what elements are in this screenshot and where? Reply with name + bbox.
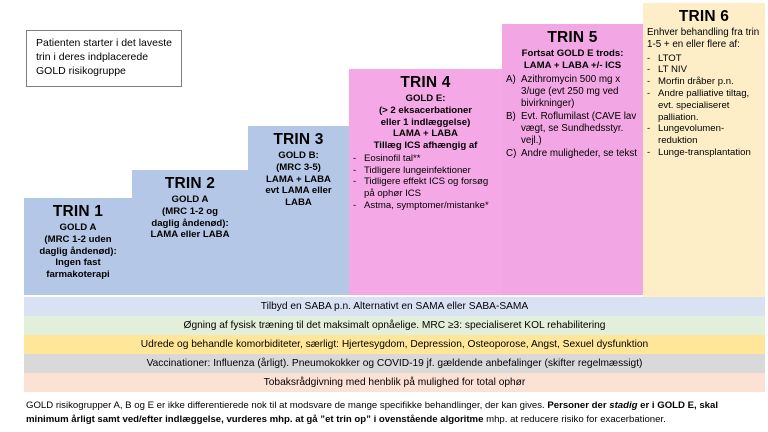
step-line: Tillæg ICS afhængig af — [373, 140, 478, 152]
list-item — [506, 74, 639, 111]
list-item — [647, 64, 761, 76]
step-bullet-list-trin-6 — [647, 53, 761, 159]
step-line: (MRC 1-2 og — [162, 205, 218, 217]
step-card-trin-6[interactable] — [643, 3, 765, 297]
recommendation-bar-label: Tilbyd en SABA p.n. Alternativt en SAMA eller SABA-SAMA — [260, 301, 529, 312]
list-item-label: Evt. Roflumilast (CAVE lav vægt, se Sundhedsstyr. vejl.) — [521, 110, 637, 147]
step-title-trin-6: TRIN 6 — [678, 8, 730, 25]
list-item-label: LT NIV — [658, 64, 687, 76]
step-title-trin-3: TRIN 3 — [273, 131, 324, 148]
footer-note — [26, 399, 748, 427]
list-item-label: Lunge-transplantation — [658, 146, 751, 158]
step-line: (MRC 3-5) — [276, 161, 321, 173]
list-item-label: Andre palliative tiltag, evt. specialiseret palliation. — [658, 87, 750, 123]
list-item-label: Astma, symptomer/mistanke* — [364, 199, 489, 211]
intro-callout-box — [26, 30, 182, 87]
step-line: LAMA eller LABA — [150, 229, 230, 241]
step-title-trin-5: TRIN 5 — [547, 29, 598, 46]
list-item — [506, 148, 639, 160]
footer-text-part1: GOLD risikogrupper A, B og E er ikke differentierede nok til at modsvare de mange specifikke behandlinger, der kan gives. — [26, 400, 548, 411]
list-item — [647, 76, 761, 88]
recommendation-bar-label: Øgning af fysisk træning til det maksimalt opnåelige. MRC ≥3: specialiseret KOL rehabilitering — [183, 320, 606, 331]
recommendation-bar-smoking — [24, 373, 765, 392]
intro-callout-text: Patienten starter i det laveste trin i deres indplacerede GOLD risikogruppe — [36, 37, 172, 77]
step-line: farmakoterapi — [46, 269, 110, 281]
step-title-trin-4: TRIN 4 — [400, 74, 451, 91]
dash-bullet-icon: - — [647, 123, 651, 135]
step-card-trin-5[interactable] — [502, 24, 643, 295]
dash-bullet-icon: - — [353, 152, 357, 164]
step-bullet-list-trin-4 — [353, 153, 498, 212]
step-line: GOLD B: — [278, 150, 319, 162]
step-line: LAMA + LABA +/- ICS — [523, 59, 622, 71]
list-item-label: LTOT — [658, 52, 682, 64]
footer-text-bold2: er i GOLD E, skal minimum årligt samt ved/efter indlæggelse, vurderes mhp. at gå ”et trin op” i ovenstående algoritme — [26, 400, 719, 425]
list-item — [506, 111, 639, 148]
dash-bullet-icon: - — [647, 146, 651, 158]
recommendation-bar-label: Vaccinationer: Influenza (årligt). Pneumokokker og COVID-19 jf. gældende anbefalinger (skifter regelmæssigt) — [146, 358, 643, 369]
step-card-trin-1[interactable] — [24, 198, 132, 295]
step-line: GOLD E: — [405, 93, 446, 105]
list-item-label: Eosinofil tal** — [364, 152, 421, 164]
dash-bullet-icon: - — [353, 176, 357, 188]
step-line: GOLD A — [59, 222, 97, 234]
list-item — [647, 88, 761, 123]
step-subtext-trin-4 — [353, 93, 498, 152]
list-item-marker: C) — [506, 147, 517, 159]
step-title-trin-1: TRIN 1 — [52, 203, 104, 220]
step-line: Fortsat GOLD E trods: — [521, 48, 624, 60]
step-subtext-trin-1 — [28, 222, 128, 281]
dash-bullet-icon: - — [353, 199, 357, 211]
step-lettered-list-trin-5 — [506, 74, 639, 160]
step-lead-text-trin-6: Enhver behandling fra trin 1-5 + en eller flere af: — [647, 27, 760, 51]
list-item — [353, 153, 498, 165]
footer-text-bold1: Personer der — [547, 400, 610, 411]
step-line: GOLD A — [171, 194, 209, 206]
list-item — [647, 123, 761, 147]
list-item — [647, 147, 761, 159]
list-item — [353, 176, 498, 200]
step-line: evt LAMA eller — [265, 185, 332, 197]
recommendation-bar-vaccination — [24, 354, 765, 373]
step-line: daglig åndenød): — [151, 217, 229, 229]
list-item-marker: A) — [506, 73, 516, 85]
dash-bullet-icon: - — [647, 87, 651, 99]
step-subtext-trin-5 — [506, 48, 639, 71]
list-item — [647, 53, 761, 65]
dash-bullet-icon: - — [647, 64, 651, 76]
recommendation-bar-label: Tobaksrådgivning med henblik på mulighed for total ophør — [263, 377, 526, 388]
list-item — [353, 165, 498, 177]
step-card-trin-3[interactable] — [248, 126, 349, 295]
step-line: eller 1 indlæggelse) — [380, 116, 471, 128]
dash-bullet-icon: - — [647, 52, 651, 64]
list-item-label: Morfin dråber p.n. — [658, 76, 734, 88]
recommendation-bar-label: Udrede og behandle komorbiditeter, særligt: Hjertesygdom, Depression, Osteoporose, Angst, Sexuel dysfunktion — [140, 339, 649, 350]
step-line: (MRC 1-2 uden — [44, 233, 112, 245]
recommendation-bar-saba — [24, 297, 765, 316]
list-item-label: Andre muligheder, se tekst — [521, 147, 637, 159]
recommendation-bar-training — [24, 316, 765, 335]
step-subtext-trin-3 — [252, 150, 345, 209]
step-card-trin-4[interactable] — [349, 69, 502, 295]
list-item-label: Tidligere effekt ICS og forsøg på ophør ICS — [364, 176, 489, 200]
list-item-label: Tidligere lungeinfektioner — [364, 164, 471, 176]
step-subtext-trin-2 — [136, 194, 244, 241]
step-card-trin-2[interactable] — [132, 170, 248, 295]
dash-bullet-icon: - — [647, 76, 651, 88]
step-line: LABA — [285, 197, 312, 209]
list-item-marker: B) — [506, 110, 516, 122]
footer-text-italic1: stadig — [609, 400, 638, 411]
step-line: Ingen fast — [55, 257, 101, 269]
step-line: daglig åndenød): — [39, 245, 117, 257]
list-item-label: Lungevolumen-reduktion — [658, 123, 725, 147]
recommendation-bar-comorbidity — [24, 335, 765, 354]
list-item-label: Azithromycin 500 mg x 3/uge (evt 250 mg ved bivirkninger) — [521, 73, 621, 110]
step-title-trin-2: TRIN 2 — [164, 175, 216, 192]
dash-bullet-icon: - — [353, 164, 357, 176]
step-line: LAMA + LABA — [393, 128, 458, 140]
step-line: (> 2 eksacerbationer — [378, 104, 473, 116]
footer-text-part2: mhp. at reducere risiko for exacerbationer. — [483, 413, 666, 425]
list-item — [353, 200, 498, 212]
step-line: LAMA + LABA — [266, 173, 331, 185]
